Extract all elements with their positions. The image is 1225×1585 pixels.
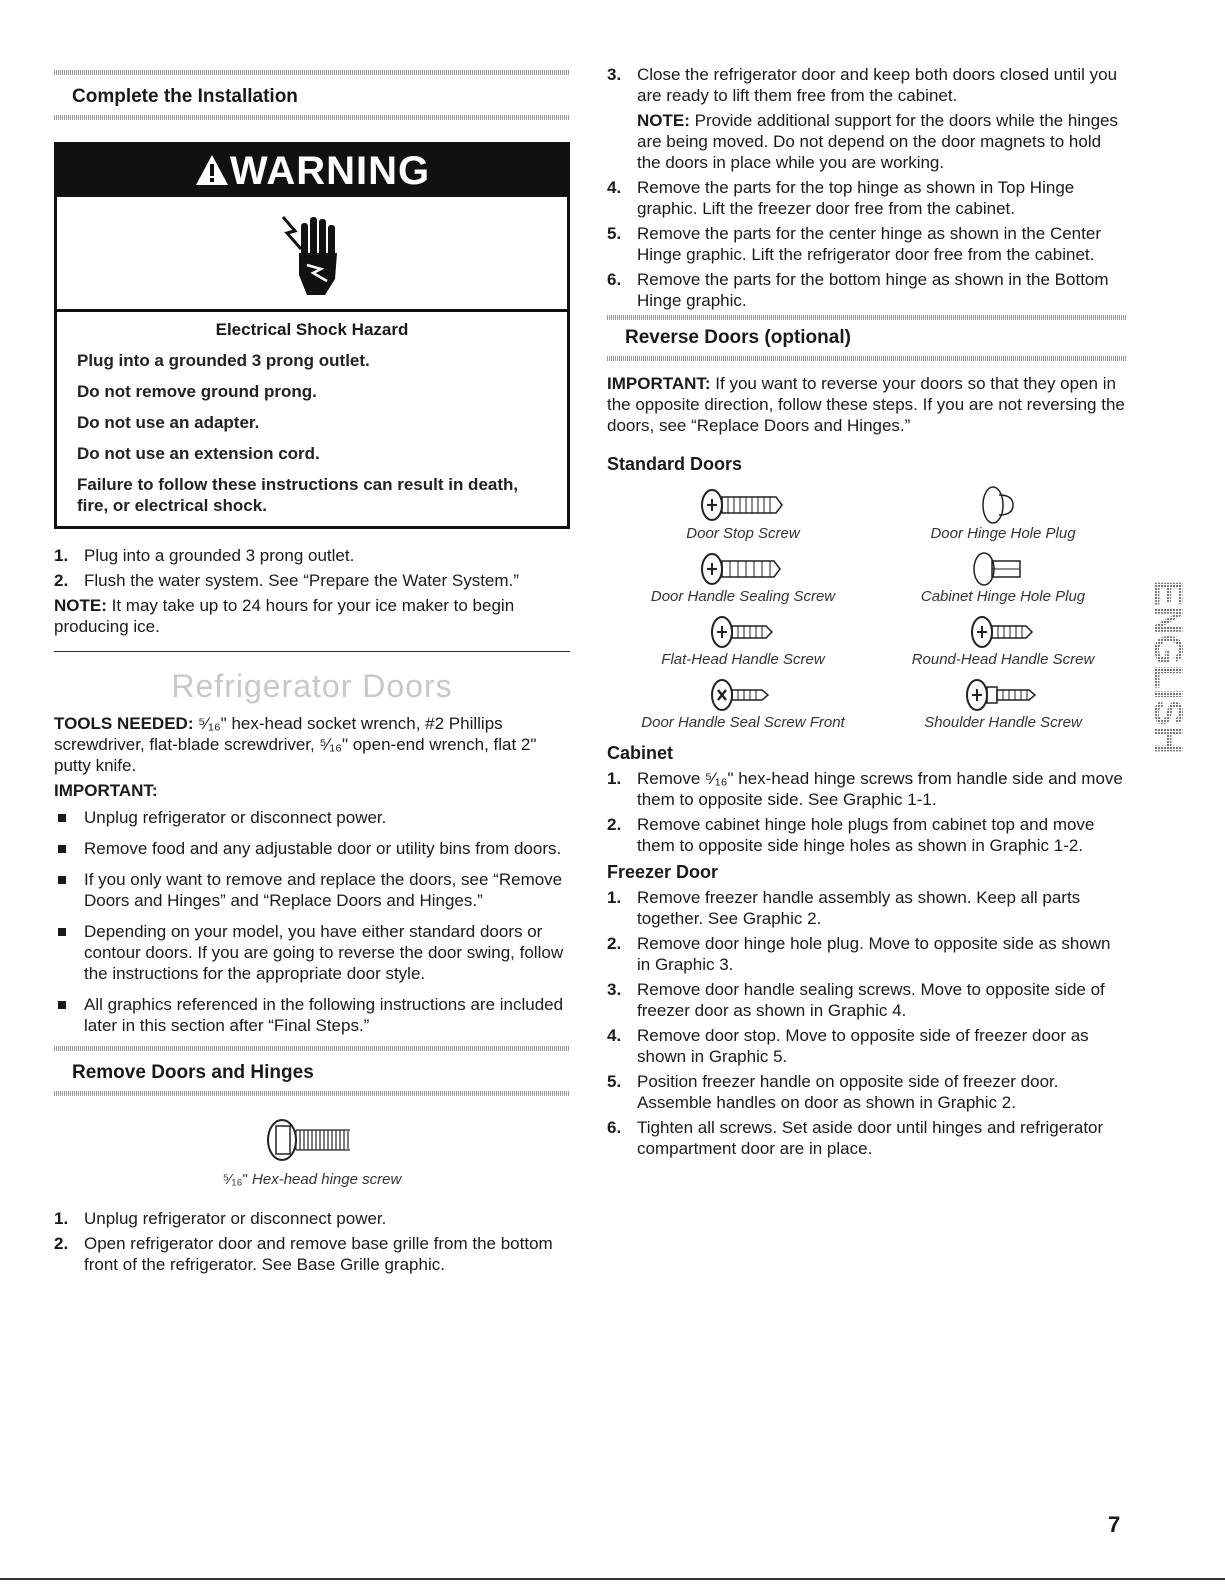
door-handle-seal-screw-front-icon <box>708 676 778 714</box>
list-item: 4. Remove door stop. Move to opposite side of freezer door as shown in Graphic 5. <box>607 1026 1089 1066</box>
dotted-rule <box>54 1046 570 1051</box>
part-flat-head-handle-screw: Flat-Head Handle Screw <box>607 613 879 668</box>
cabinet-heading: Cabinet <box>607 743 674 763</box>
list-item: 4. Remove the parts for the top hinge as shown in Top Hinge graphic. Lift the freezer door free from the cabinet. <box>607 178 1075 218</box>
list-item: 6. Remove the parts for the bottom hinge as shown in the Bottom Hinge graphic. <box>607 270 1109 310</box>
dotted-rule <box>54 70 570 75</box>
ice-maker-note: NOTE: It may take up to 24 hours for your ice maker to begin producing ice. <box>54 596 515 636</box>
dotted-rule <box>607 356 1127 361</box>
shoulder-handle-screw-icon <box>963 676 1043 714</box>
hinge-steps <box>607 64 1127 311</box>
list-item: 2. Remove door hinge hole plug. Move to opposite side as shown in Graphic 3. <box>607 934 1111 974</box>
refrigerator-doors-heading: Refrigerator Doors <box>171 668 453 704</box>
hex-screw-caption: ⁵⁄₁₆" Hex-head hinge screw <box>222 1171 402 1188</box>
warning-header <box>57 145 567 197</box>
list-item: 5. Remove the parts for the center hinge as shown in the Center Hinge graphic. Lift the refrigerator door free from the cabinet. <box>607 224 1101 264</box>
remove-doors-heading: Remove Doors and Hinges <box>72 1062 314 1083</box>
left-column <box>54 70 570 1279</box>
remove-steps <box>54 1208 570 1275</box>
list-item: 2. Open refrigerator door and remove base grille from the bottom front of the refrigerator. See Base Grille graphic. <box>54 1234 553 1274</box>
hex-head-hinge-screw-icon <box>262 1116 362 1164</box>
complete-installation-heading: Complete the Installation <box>72 86 298 107</box>
list-item: 3. Remove door handle sealing screws. Move to opposite side of freezer door as shown in Graphic 4. <box>607 980 1105 1020</box>
warning-box <box>54 142 570 529</box>
freezer-steps <box>607 887 1127 1159</box>
standard-doors-heading: Standard Doors <box>607 454 743 474</box>
list-item: 1. Unplug refrigerator or disconnect power. <box>54 1209 387 1228</box>
part-shoulder-handle-screw: Shoulder Handle Screw <box>879 676 1127 731</box>
warning-line: Do not remove ground prong. <box>77 382 317 401</box>
install-steps <box>54 545 570 591</box>
list-item: Unplug refrigerator or disconnect power. <box>54 807 570 828</box>
warning-line: Plug into a grounded 3 prong outlet. <box>77 351 370 370</box>
flat-head-handle-screw-icon <box>708 613 778 651</box>
reverse-important: IMPORTANT: If you want to reverse your doors so that they open in the opposite direction, follow these steps. If you are not reversing the doors, see “Replace Doors and Hinges.” <box>607 374 1125 435</box>
cabinet-steps <box>607 768 1127 856</box>
dotted-rule <box>54 115 570 120</box>
parts-grid <box>607 485 1127 731</box>
part-cabinet-hinge-hole-plug: Cabinet Hinge Hole Plug <box>879 550 1127 605</box>
part-door-hinge-hole-plug: Door Hinge Hole Plug <box>879 485 1127 542</box>
door-handle-sealing-screw-icon <box>698 550 788 588</box>
round-head-handle-screw-icon <box>968 613 1038 651</box>
right-column <box>607 64 1127 1163</box>
warning-line: Do not use an adapter. <box>77 413 260 432</box>
list-item: 6. Tighten all screws. Set aside door until hinges and refrigerator compartment door are in place. <box>607 1118 1104 1158</box>
list-item: 1. Plug into a grounded 3 prong outlet. <box>54 546 355 565</box>
page-number: 7 <box>1108 1512 1121 1537</box>
side-tab-label: ENGLISH <box>1146 580 1190 758</box>
list-item: All graphics referenced in the following instructions are included later in this section after “Final Steps.” <box>54 994 570 1036</box>
list-item: Depending on your model, you have either standard doors or contour doors. If you are going to reverse the door swing, follow the instructions for the appropriate door style. <box>54 921 570 984</box>
cabinet-hinge-hole-plug-icon <box>968 550 1038 588</box>
warning-body <box>57 312 567 526</box>
warning-title: Electrical Shock Hazard <box>215 320 409 339</box>
reverse-doors-heading: Reverse Doors (optional) <box>625 327 851 348</box>
door-hinge-hole-plug-icon <box>973 485 1033 525</box>
important-label: IMPORTANT: <box>54 781 158 800</box>
list-item: If you only want to remove and replace the doors, see “Remove Doors and Hinges” and “Replace Doors and Hinges.” <box>54 869 570 911</box>
hex-screw-figure <box>54 1116 570 1188</box>
language-side-tab <box>1146 578 1190 758</box>
support-note: NOTE: Provide additional support for the doors while the hinges are being moved. Do not depend on the door magnets to hold the doors in place while you are working. <box>637 111 1118 172</box>
part-round-head-handle-screw: Round-Head Handle Screw <box>879 613 1127 668</box>
list-item: 3. Close the refrigerator door and keep both doors closed until you are ready to lift them free from the cabinet. NOTE: Provide additional support for the doors while the hinges are being moved. Do not depend on the door magnets to hold the doors in place while you are working. <box>607 64 1127 173</box>
page-bottom-rule <box>0 1578 1225 1580</box>
list-item: Remove food and any adjustable door or utility bins from doors. <box>54 838 570 859</box>
list-item: 5. Position freezer handle on opposite side of freezer door. Assemble handles on door as shown in Graphic 2. <box>607 1072 1059 1112</box>
shock-hazard-icon <box>57 197 567 312</box>
list-item: 1. Remove ⁵⁄₁₆" hex-head hinge screws from handle side and move them to opposite side. See Graphic 1-1. <box>607 769 1123 809</box>
warning-triangle-icon <box>194 153 230 187</box>
freezer-door-heading: Freezer Door <box>607 862 719 882</box>
list-item: 2. Flush the water system. See “Prepare the Water System.” <box>54 571 519 590</box>
list-item: 1. Remove freezer handle assembly as shown. Keep all parts together. See Graphic 2. <box>607 888 1081 928</box>
warning-line: Do not use an extension cord. <box>77 444 320 463</box>
part-door-handle-seal-screw-front: Door Handle Seal Screw Front <box>607 676 879 731</box>
part-door-stop-screw: Door Stop Screw <box>607 485 879 542</box>
important-bullets <box>54 807 570 1036</box>
list-item: 2. Remove cabinet hinge hole plugs from cabinet top and move them to opposite side hinge holes as shown in Graphic 1-2. <box>607 815 1095 855</box>
door-stop-screw-icon <box>698 485 788 525</box>
part-door-handle-sealing-screw: Door Handle Sealing Screw <box>607 550 879 605</box>
section-divider <box>54 651 570 652</box>
warning-line: Failure to follow these instructions can result in death, fire, or electrical shock. <box>77 475 519 515</box>
dotted-rule <box>54 1091 570 1096</box>
dotted-rule <box>607 315 1127 320</box>
tools-needed: TOOLS NEEDED: ⁵⁄₁₆" hex-head socket wrench, #2 Phillips screwdriver, flat-blade screwdriver, ⁵⁄₁₆" open-end wrench, flat 2" putty knife. <box>54 714 537 775</box>
warning-label: WARNING <box>229 149 431 193</box>
